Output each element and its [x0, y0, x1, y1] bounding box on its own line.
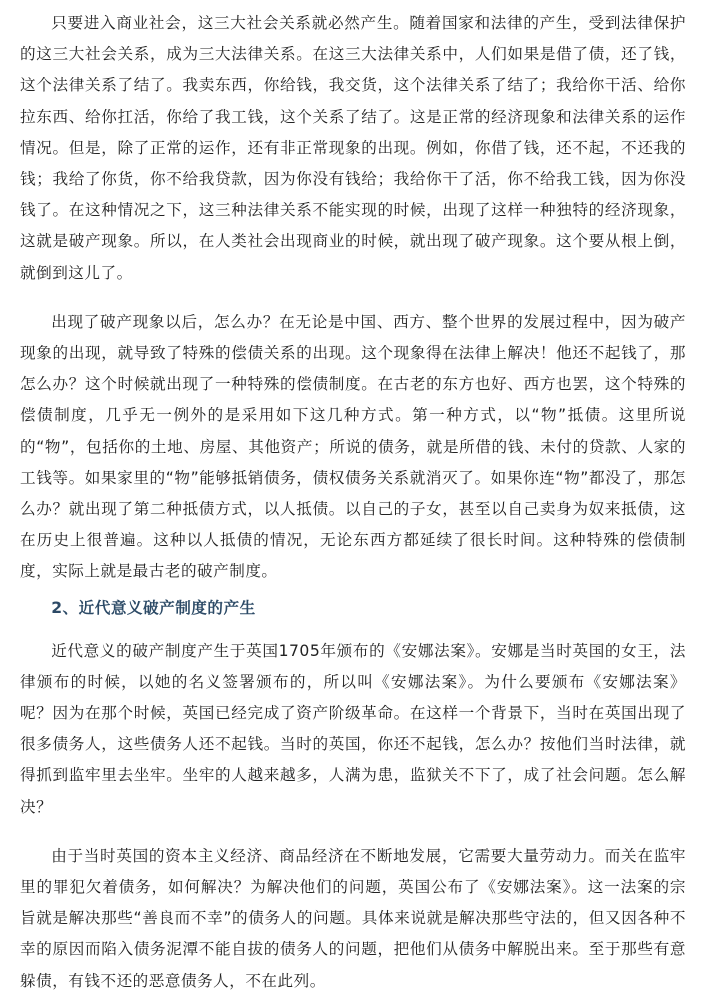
paragraph-social-relations: 只要进入商业社会，这三大社会关系就必然产生。随着国家和法律的产生，受到法律保护的这三大社会关系，成为三大法律关系。在这三大法律关系中，人们如果是借了债，还了钱，这个法律关系了结了。我卖东西，你给钱，我交货，这个法律关系了结了；我给你干活、给你拉东西、给你扛活，你给了我工钱，这个关系了结了。这是正常的经济现象和法律关系的运作情况。但是，除了正常的运作，还有非正常现象的出现。例如，你借了钱，还不起，不还我的钱；我给了你货，你不给我贷款，因为你没有钱给；我给你干了活，你不给我工钱，因为你没钱了。在这种情况之下，这三种法律关系不能实现的时候，出现了这样一种独特的经济现象，这就是破产现象。所以，在人类社会出现商业的时候，就出现了破产现象。这个要从根上倒，就倒到这儿了。	[20, 14, 686, 282]
section-heading-modern-bankruptcy: 2、近代意义破产制度的产生	[51, 598, 256, 617]
paragraph-bankruptcy-phenomenon: 出现了破产现象以后，怎么办？在无论是中国、西方、整个世界的发展过程中，因为破产现象的出现，就导致了特殊的偿债关系的出现。这个现象得在法律上解决！他还不起钱了，那怎么办？这个时候就出现了一种特殊的偿债制度。在古老的东方也好、西方也罢，这个特殊的偿债制度，几乎无一例外的是采用如下这几种方式。第一种方式，以“物”抵债。这里所说的“物”，包括你的土地、房屋、其他资产；所说的债务，就是所借的钱、未付的贷款、人家的工钱等。如果家里的“物”能够抵销债务，债权债务关系就消灭了。如果你连“物”都没了，那怎么办？就出现了第二种抵债方式，以人抵债。以自己的子女，甚至以自己卖身为奴来抵债，这在历史上很普遍。这种以人抵债的情况，无论东西方都延续了很长时间。这种特殊的偿债制度，实际上就是最古老的破产制度。	[20, 312, 686, 581]
paragraph-anna-act: 近代意义的破产制度产生于英国1705年颁布的《安娜法案》。安娜是当时英国的女王，法律颁布的时候，以她的名义签署颁布的，所以叫《安娜法案》。为什么要颁布《安娜法案》呢？因为在那个时候，英国已经完成了资产阶级革命。在这样一个背景下，当时在英国出现了很多债务人，这些债务人还不起钱。当时的英国，你还不起钱，怎么办？按他们当时法律，就得抓到监牢里去坐牢。坐牢的人越来越多，人满为患，监狱关不下了，成了社会问题。怎么解决？	[20, 641, 686, 816]
paragraph-debtor-relief: 由于当时英国的资本主义经济、商品经济在不断地发展，它需要大量劳动力。而关在监牢里的罪犯欠着债务，如何解决？为解决他们的问题，英国公布了《安娜法案》。这一法案的宗旨就是解决那些“善良而不幸”的债务人的问题。具体来说就是解决那些守法的，但又因各种不幸的原因而陷入债务泥潭不能自拔的债务人的问题，把他们从债务中解脱出来。至于那些有意躲债，有钱不还的恶意债务人，不在此列。	[20, 846, 686, 990]
